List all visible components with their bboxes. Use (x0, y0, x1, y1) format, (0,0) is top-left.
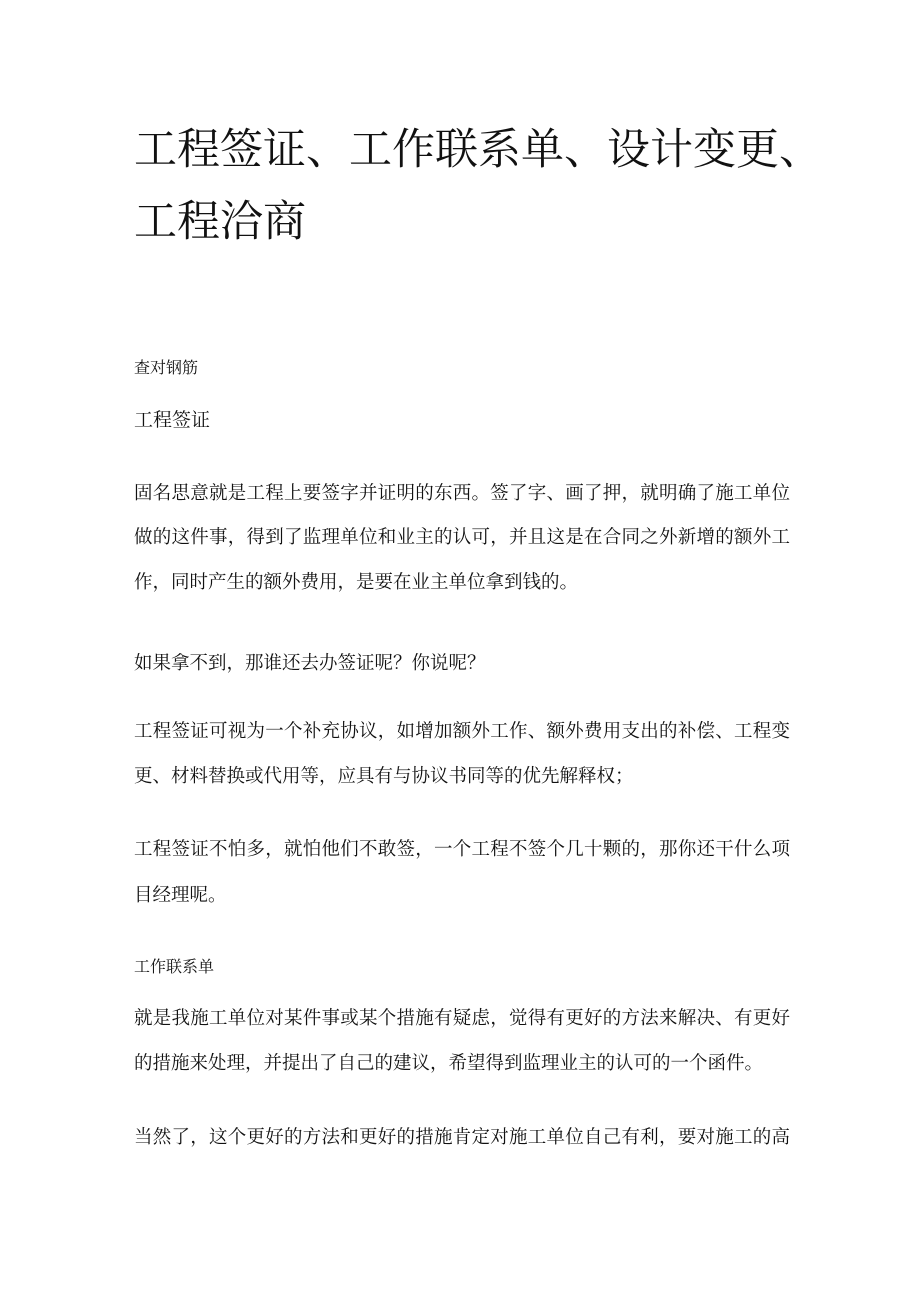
document-title-line-2: 工程洽商 (134, 197, 306, 247)
section-heading-engineering-visa: 工程签证 (134, 409, 211, 431)
paragraph-line: 固名思意就是工程上要签字并证明的东西。签了字、画了押，就明确了施工单位 (134, 483, 790, 504)
paragraph-line: 的措施来处理，并提出了自己的建议，希望得到监理业主的认可的一个函件。 (134, 1053, 764, 1074)
paragraph-line: 如果拿不到，那谁还去办签证呢？你说呢？ (134, 653, 486, 674)
paragraph-line: 工程签证不怕多，就怕他们不敢签，一个工程不签个几十颗的，那你还干什么项 (134, 839, 790, 860)
paragraph-line: 目经理呢。 (134, 885, 227, 906)
section-heading-work-contact-sheet: 工作联系单 (134, 957, 215, 976)
paragraph-line: 就是我施工单位对某件事或某个措施有疑虑，觉得有更好的方法来解决、有更好 (134, 1008, 790, 1029)
paragraph-line: 当然了，这个更好的方法和更好的措施肯定对施工单位自己有利，要对施工的高 (134, 1127, 790, 1148)
paragraph-line: 做的这件事，得到了监理单位和业主的认可，并且这是在合同之外新增的额外工 (134, 527, 790, 548)
document-title-line-1: 工程签证、工作联系单、设计变更、 (134, 125, 822, 175)
document-subtitle: 查对钢筋 (134, 358, 199, 377)
paragraph-line: 更、材料替换或代用等，应具有与协议书同等的优先解释权； (134, 766, 634, 787)
paragraph-line: 工程签证可视为一个补充协议，如增加额外工作、额外费用支出的补偿、工程变 (134, 721, 790, 742)
paragraph-line: 作，同时产生的额外费用，是要在业主单位拿到钱的。 (134, 572, 579, 593)
